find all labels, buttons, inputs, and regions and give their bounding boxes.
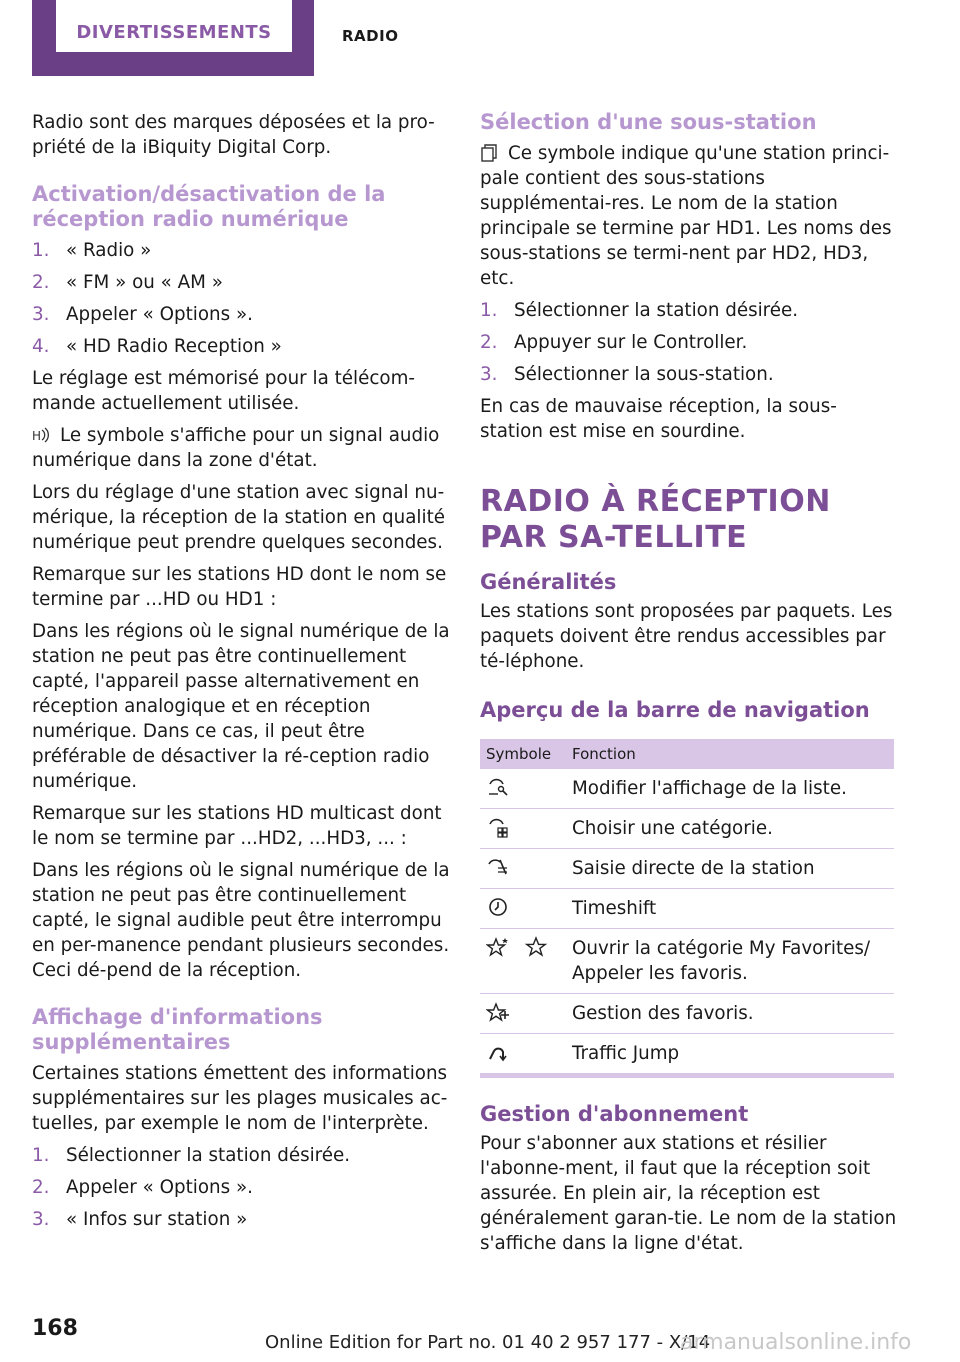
traffic-jump-icon: [486, 1041, 510, 1063]
list-item: 3. « Infos sur station »: [32, 1209, 248, 1230]
reglage-paragraph: Lors du réglage d'une station avec signal nu-mérique, la réception de la station en qualité numérique peut prendre quelques secondes.: [32, 482, 445, 553]
mauvaise-paragraph: En cas de mauvaise réception, la sous-station est mise en sourdine.: [480, 396, 837, 442]
section-title: RADIO: [342, 27, 399, 45]
table-row: Timeshift: [480, 889, 894, 929]
table-row: Traffic Jump: [480, 1034, 894, 1076]
list-item: 1. « Radio »: [32, 240, 152, 261]
remarque-multicast-paragraph: Remarque sur les stations HD multicast dont le nom se termine par ...HD2, ...HD3, ... :: [32, 803, 442, 849]
right-column: [480, 110, 898, 1263]
symbol-paragraph: H Le symbole s'affiche pour un signal audio numérique dans la zone d'état.: [32, 425, 440, 471]
list-item: 2. « FM » ou « AM »: [32, 272, 223, 293]
star-icon: [524, 936, 548, 958]
table-row: Modifier l'affichage de la liste.: [480, 769, 894, 809]
memo-paragraph: Le réglage est mémorisé pour la télécom-mande actuellement utilisée.: [32, 368, 415, 414]
hd-signal-icon: [32, 426, 52, 444]
list-item: 3. Appeler « Options ».: [32, 304, 253, 325]
list-item: 4. « HD Radio Reception »: [32, 336, 282, 357]
list-item: 2. Appeler « Options ».: [32, 1177, 253, 1198]
regions-paragraph-1: Dans les régions où le signal numérique de la station ne peut pas être continuellement capté, l'appareil passe alternativement en réception analogique et en réception numérique. Dans ce cas, il peut être préférable de désactiver la ré-ception radio numérique.: [32, 621, 450, 792]
symbole-sous-paragraph: Ce symbole indique qu'une station princi-pale contient des sous-stations supplémentai-res. Le nom de la station principale se termine par HD1. Les noms des sous-stations se termi-nent par HD2, HD3, etc.: [480, 143, 892, 289]
table-row: Choisir une catégorie.: [480, 809, 894, 849]
timeshift-icon: [486, 896, 510, 918]
paquets-paragraph: Les stations sont proposées par paquets. Les paquets doivent être rendus accessibles par té-léphone.: [480, 601, 893, 672]
column-header-symbole: Symbole: [480, 739, 566, 769]
abonnement-paragraph: Pour s'abonner aux stations et résilier l'abonne-ment, il faut que la réception soit assurée. En plein air, la réception est généralement garan-tie. Le nom de la station s'affiche dans la ligne d'état.: [480, 1133, 897, 1254]
heading-activation: Activation/désactivation de la réception radio numérique: [32, 182, 386, 231]
remarque-hd-paragraph: Remarque sur les stations HD dont le nom se termine par ...HD ou HD1 :: [32, 564, 447, 610]
list-item: 1. Sélectionner la station désirée.: [32, 1145, 351, 1166]
intro-paragraph: Radio sont des marques déposées et la pro-priété de la iBiquity Digital Corp.: [32, 112, 435, 158]
list-item: 3. Sélectionner la sous-station.: [480, 364, 774, 385]
heading-sous-station: Sélection d'une sous-station: [480, 110, 817, 134]
page-number: 168: [32, 1316, 78, 1341]
heading-generalites: Généralités: [480, 570, 617, 594]
table-row: Ouvrir la catégorie My Favorites/ Appeler les favoris.: [480, 929, 894, 994]
manage-favorites-icon: [486, 1001, 510, 1023]
table-row: Saisie directe de la station: [480, 849, 894, 889]
heading-abonnement: Gestion d'abonnement: [480, 1102, 749, 1126]
table-header-row: [480, 739, 894, 769]
substation-icon: [480, 144, 500, 162]
list-item: 2. Appuyer sur le Controller.: [480, 332, 748, 353]
steps-info: [32, 1143, 450, 1232]
list-view-icon: [486, 776, 510, 798]
column-header-fonction: Fonction: [566, 739, 894, 769]
edition-footer: Online Edition for Part no. 01 40 2 957 177 - X/14: [265, 1332, 711, 1353]
steps-sous-station: [480, 298, 898, 387]
favorites-star-icon: [486, 936, 510, 958]
chapter-title: DIVERTISSEMENTS: [76, 22, 272, 43]
heading-apercu: Aperçu de la barre de navigation: [480, 698, 870, 722]
svg-text:H: H: [32, 429, 42, 443]
heading-affichage: Affichage d'informations supplémentaires: [32, 1005, 323, 1054]
regions-paragraph-2: Dans les régions où le signal numérique de la station ne peut pas être continuellement capté, le signal audible peut être interrompu en per-manence pendant plusieurs secondes. Ceci dé-pend de la réception.: [32, 860, 450, 981]
certaines-paragraph: Certaines stations émettent des informations supplémentaires sur les plages musicales ac-tuelles, par exemple le nom de l'interprète.: [32, 1063, 448, 1134]
heading-satellite: RADIO À RÉCEPTION PAR SA-TELLITE: [480, 484, 831, 555]
steps-activation: [32, 238, 450, 359]
navigation-table: [480, 739, 894, 1078]
list-item: 1. Sélectionner la station désirée.: [480, 300, 799, 321]
category-icon: [486, 816, 510, 838]
watermark: armanualsonline.info: [680, 1330, 912, 1355]
table-row: Gestion des favoris.: [480, 994, 894, 1034]
direct-entry-icon: [486, 856, 510, 878]
left-column: [32, 110, 450, 1239]
